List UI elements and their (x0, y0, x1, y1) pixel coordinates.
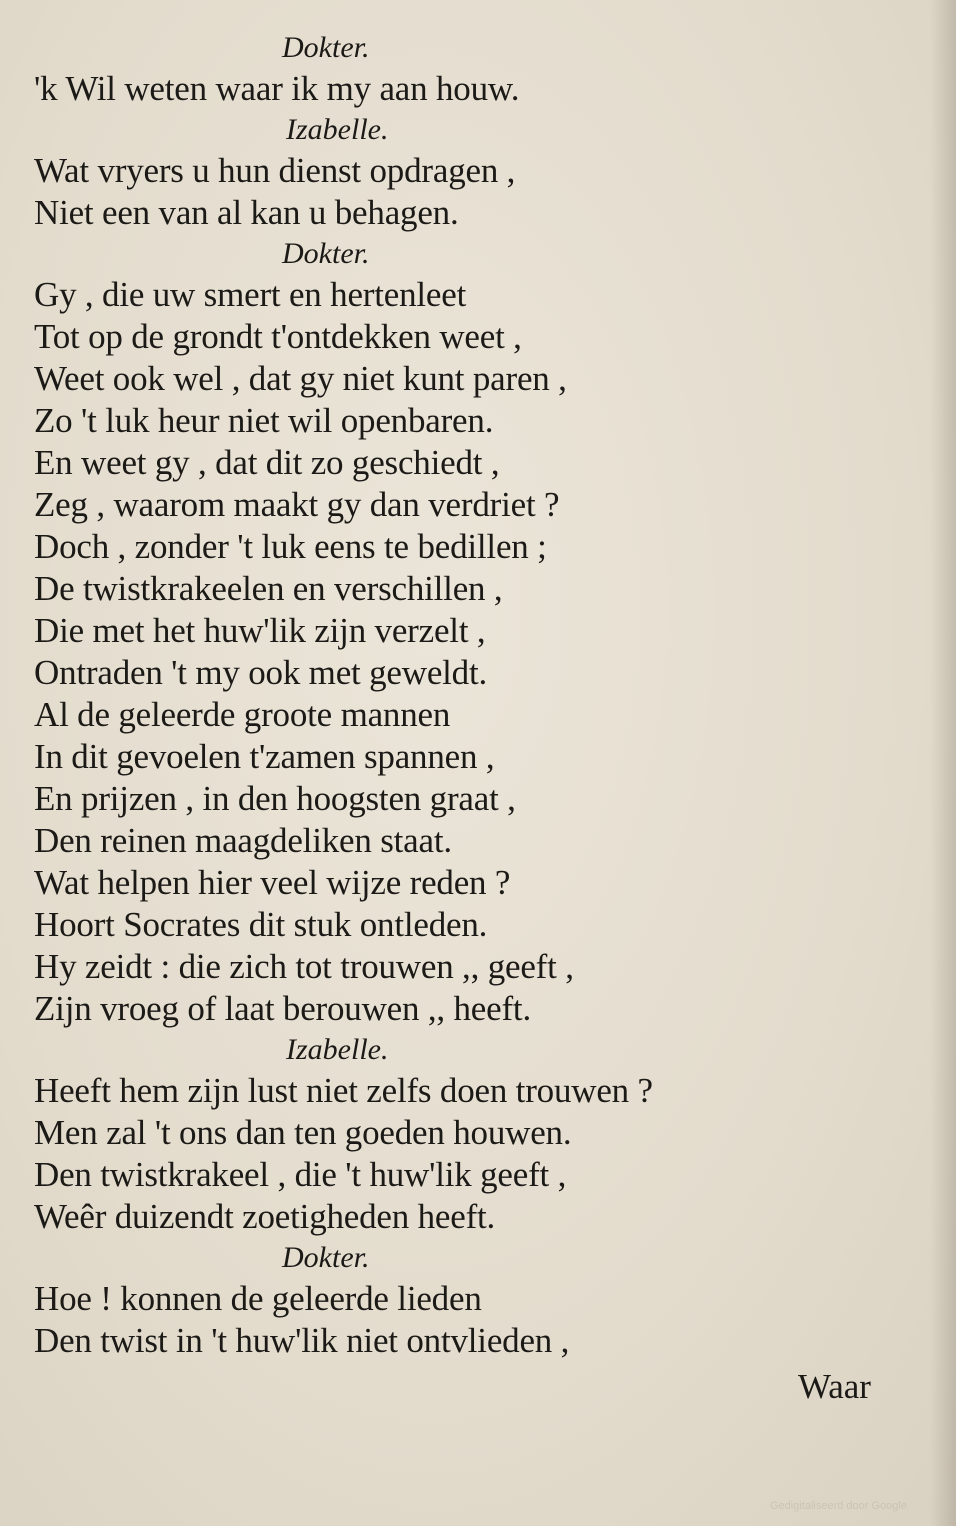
verse-line: Al de geleerde groote mannen (34, 695, 451, 734)
speaker-heading: Dokter. (282, 1241, 370, 1274)
verse-line: Zeg , waarom maakt gy dan verdriet ? (34, 485, 560, 524)
verse-line: Heeft hem zijn lust niet zelfs doen trouwen ? (34, 1071, 653, 1110)
verse-line: Zo 't luk heur niet wil openbaren. (34, 401, 494, 440)
verse-line: Weet ook wel , dat gy niet kunt paren , (34, 359, 567, 398)
verse-line: Wat helpen hier veel wijze reden ? (34, 863, 511, 902)
verse-line: In dit gevoelen t'zamen spannen , (34, 737, 495, 776)
speaker-heading: Dokter. (282, 31, 370, 64)
verse-line: En prijzen , in den hoogsten graat , (34, 779, 516, 818)
verse-line: Wat vryers u hun dienst opdragen , (34, 151, 516, 190)
verse-line: Weêr duizendt zoetigheden heeft. (34, 1197, 496, 1236)
verse-line: Men zal 't ons dan ten goeden houwen. (34, 1113, 572, 1152)
verse-line: Hy zeidt : die zich tot trouwen ,, geeft , (34, 947, 574, 986)
verse-line: Den twist in 't huw'lik niet ontvlieden , (34, 1321, 570, 1360)
verse-line: Den reinen maagdeliken staat. (34, 821, 452, 860)
text-block (34, 28, 734, 1362)
page-edge-shadow (930, 0, 956, 1526)
verse-line: Hoort Socrates dit stuk ontleden. (34, 905, 488, 944)
verse-line: Ontraden 't my ook met geweldt. (34, 653, 488, 692)
digitization-stamp: Gedigitaliseerd door Google (770, 1500, 907, 1512)
verse-line: De twistkrakeelen en verschillen , (34, 569, 503, 608)
verse-line: Gy , die uw smert en hertenleet (34, 275, 467, 314)
verse-line: Hoe ! konnen de geleerde lieden (34, 1279, 482, 1318)
speaker-heading: Izabelle. (286, 1033, 389, 1066)
verse-line: Doch , zonder 't luk eens te bedillen ; (34, 527, 547, 566)
catchword: Waar (798, 1367, 871, 1406)
verse-line: Niet een van al kan u behagen. (34, 193, 459, 232)
speaker-heading: Izabelle. (286, 113, 389, 146)
verse-line: 'k Wil weten waar ik my aan houw. (34, 69, 520, 108)
speaker-heading: Dokter. (282, 237, 370, 270)
verse-line: Den twistkrakeel , die 't huw'lik geeft , (34, 1155, 567, 1194)
verse-line: En weet gy , dat dit zo geschiedt , (34, 443, 500, 482)
verse-line: Die met het huw'lik zijn verzelt , (34, 611, 486, 650)
verse-line: Zijn vroeg of laat berouwen ,, heeft. (34, 989, 531, 1028)
verse-line: Tot op de grondt t'ontdekken weet , (34, 317, 522, 356)
